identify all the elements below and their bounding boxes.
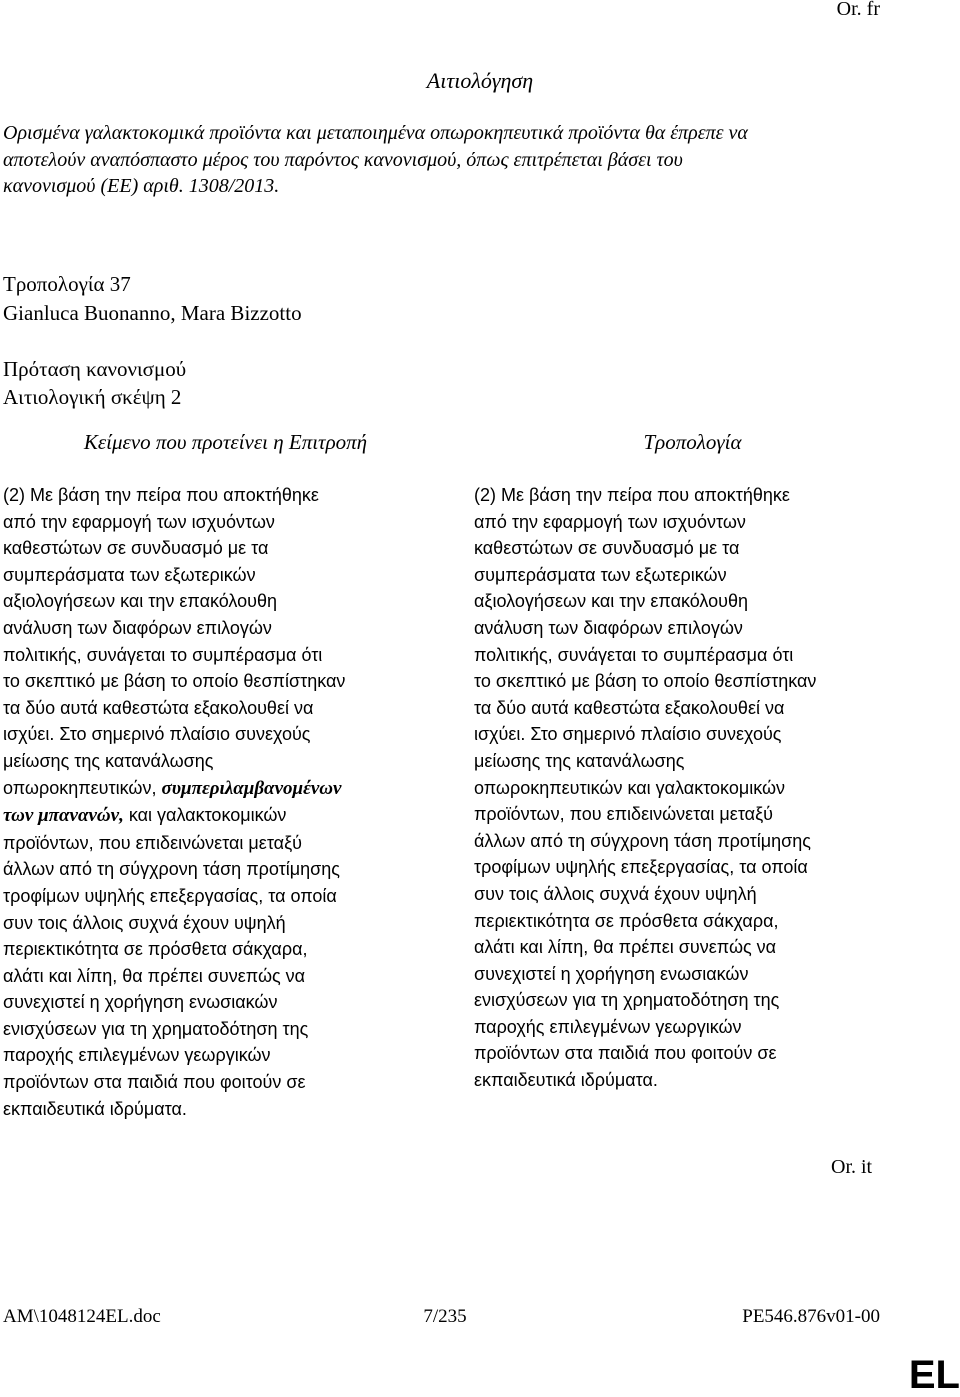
amendment-text-column [474,482,924,1094]
text-line: συν τοις άλλοις συχνά έχουν υψηλή [474,883,757,904]
text-fragment: οπωροκηπευτικών, [3,777,162,798]
justification-text [3,120,873,200]
text-line: μείωσης της κατανάλωσης [3,750,214,771]
justification-line: Ορισμένα γαλακτοκομικά προϊόντα και μεταποιημένα οπωροκηπευτικά προϊόντα θα έπρεπε να [3,122,748,144]
text-fragment: και γαλακτοκομικών [123,805,287,826]
text-line: προϊόντων στα παιδιά που φοιτούν σε [3,1072,306,1093]
text-line: προϊόντων, που επιδεινώνεται μεταξύ [474,804,773,825]
text-line: ισχύει. Στο σημερινό πλαίσιο συνεχούς [3,724,311,745]
commission-text-heading: Κείμενο που προτείνει η Επιτροπή [83,430,368,454]
text-line: πολιτικής, συνάγεται το συμπέρασμα ότι [474,644,794,665]
amendment-number: Τροπολογία 37 [3,272,131,296]
text-line: ενισχύσεων για τη χρηματοδότηση της [3,1018,309,1039]
text-line: συνεχιστεί η χορήγηση ενωσιακών [3,992,278,1013]
text-line: το σκεπτικό με βάση το οποίο θεσπίστηκαν [474,671,817,692]
text-line: τροφίμων υψηλής επεξεργασίας, τα οποία [474,857,808,878]
pe-reference: PE546.876v01-00 [742,1306,880,1327]
text-line: ενισχύσεων για τη χρηματοδότηση της [474,990,780,1011]
text-line [3,775,453,803]
text-line: ανάλυση των διαφόρων επιλογών [474,617,743,638]
amendment-heading: Τροπολογία [643,430,742,454]
recital-label: Αιτιολογική σκέψη 2 [3,385,182,409]
inserted-text-emphasis: των μπανανών, [3,805,124,827]
text-line: παροχής επιλεγμένων γεωργικών [474,1016,742,1037]
text-line: καθεστώτων σε συνδυασμό με τα [474,538,740,559]
text-line: τα δύο αυτά καθεστώτα εξακολουθεί να [474,697,785,718]
text-line: άλλων από τη σύγχρονη τάση προτίμησης [474,830,811,851]
text-line: (2) Με βάση την πείρα που αποκτήθηκε [3,485,319,505]
text-line: συν τοις άλλοις συχνά έχουν υψηλή [3,912,286,933]
document-reference: AM\1048124EL.doc [3,1306,161,1327]
text-line: προϊόντων στα παιδιά που φοιτούν σε [474,1043,777,1064]
text-line: παροχής επιλεγμένων γεωργικών [3,1045,271,1066]
text-line: μείωσης της κατανάλωσης [474,750,685,771]
original-language-bottom: Or. it [831,1156,873,1178]
text-line: πολιτικής, συνάγεται το συμπέρασμα ότι [3,644,323,665]
text-line: τα δύο αυτά καθεστώτα εξακολουθεί να [3,697,314,718]
text-line: τροφίμων υψηλής επεξεργασίας, τα οποία [3,885,337,906]
text-line: συμπεράσματα των εξωτερικών [474,564,727,585]
text-line: ανάλυση των διαφόρων επιλογών [3,617,272,638]
text-line: αλάτι και λίπη, θα πρέπει συνεπώς να [474,937,777,958]
inserted-text-emphasis: συμπεριλαμβανομένων [161,777,342,799]
text-line: προϊόντων, που επιδεινώνεται μεταξύ [3,832,302,853]
text-line: (2) Με βάση την πείρα που αποκτήθηκε [474,485,790,505]
text-line: περιεκτικότητα σε πρόσθετα σάκχαρα, [474,910,779,931]
text-line: άλλων από τη σύγχρονη τάση προτίμησης [3,859,340,880]
justification-line: κανονισμού (ΕΕ) αριθ. 1308/2013. [3,175,280,197]
original-language-top: Or. fr [836,0,880,20]
text-line: καθεστώτων σε συνδυασμό με τα [3,538,269,559]
page-number: 7/235 [423,1306,467,1327]
commission-text-column [3,482,453,1122]
text-line: από την εφαρμογή των ισχυόντων [3,511,275,532]
text-line: αξιολογήσεων και την επακόλουθη [3,591,278,612]
text-line: αξιολογήσεων και την επακόλουθη [474,591,749,612]
text-line: συμπεράσματα των εξωτερικών [3,564,256,585]
text-line: εκπαιδευτικά ιδρύματα. [3,1098,187,1119]
text-line: το σκεπτικό με βάση το οποίο θεσπίστηκαν [3,671,346,692]
text-line: από την εφαρμογή των ισχυόντων [474,511,746,532]
justification-line: αποτελούν αναπόσπαστο μέρος του παρόντος κανονισμού, όπως επιτρέπεται βάσει του [3,148,683,171]
language-code: EL [908,1353,960,1397]
text-line: περιεκτικότητα σε πρόσθετα σάκχαρα, [3,939,308,960]
text-line [3,802,453,830]
proposal-label: Πρόταση κανονισμού [3,357,187,381]
justification-title: Αιτιολόγηση [426,68,534,93]
text-line: αλάτι και λίπη, θα πρέπει συνεπώς να [3,965,306,986]
text-line: συνεχιστεί η χορήγηση ενωσιακών [474,963,749,984]
amendment-authors: Gianluca Buonanno, Mara Bizzotto [3,301,302,325]
text-line: εκπαιδευτικά ιδρύματα. [474,1070,658,1091]
text-line: οπωροκηπευτικών και γαλακτοκομικών [474,777,786,798]
text-line: ισχύει. Στο σημερινό πλαίσιο συνεχούς [474,724,782,745]
